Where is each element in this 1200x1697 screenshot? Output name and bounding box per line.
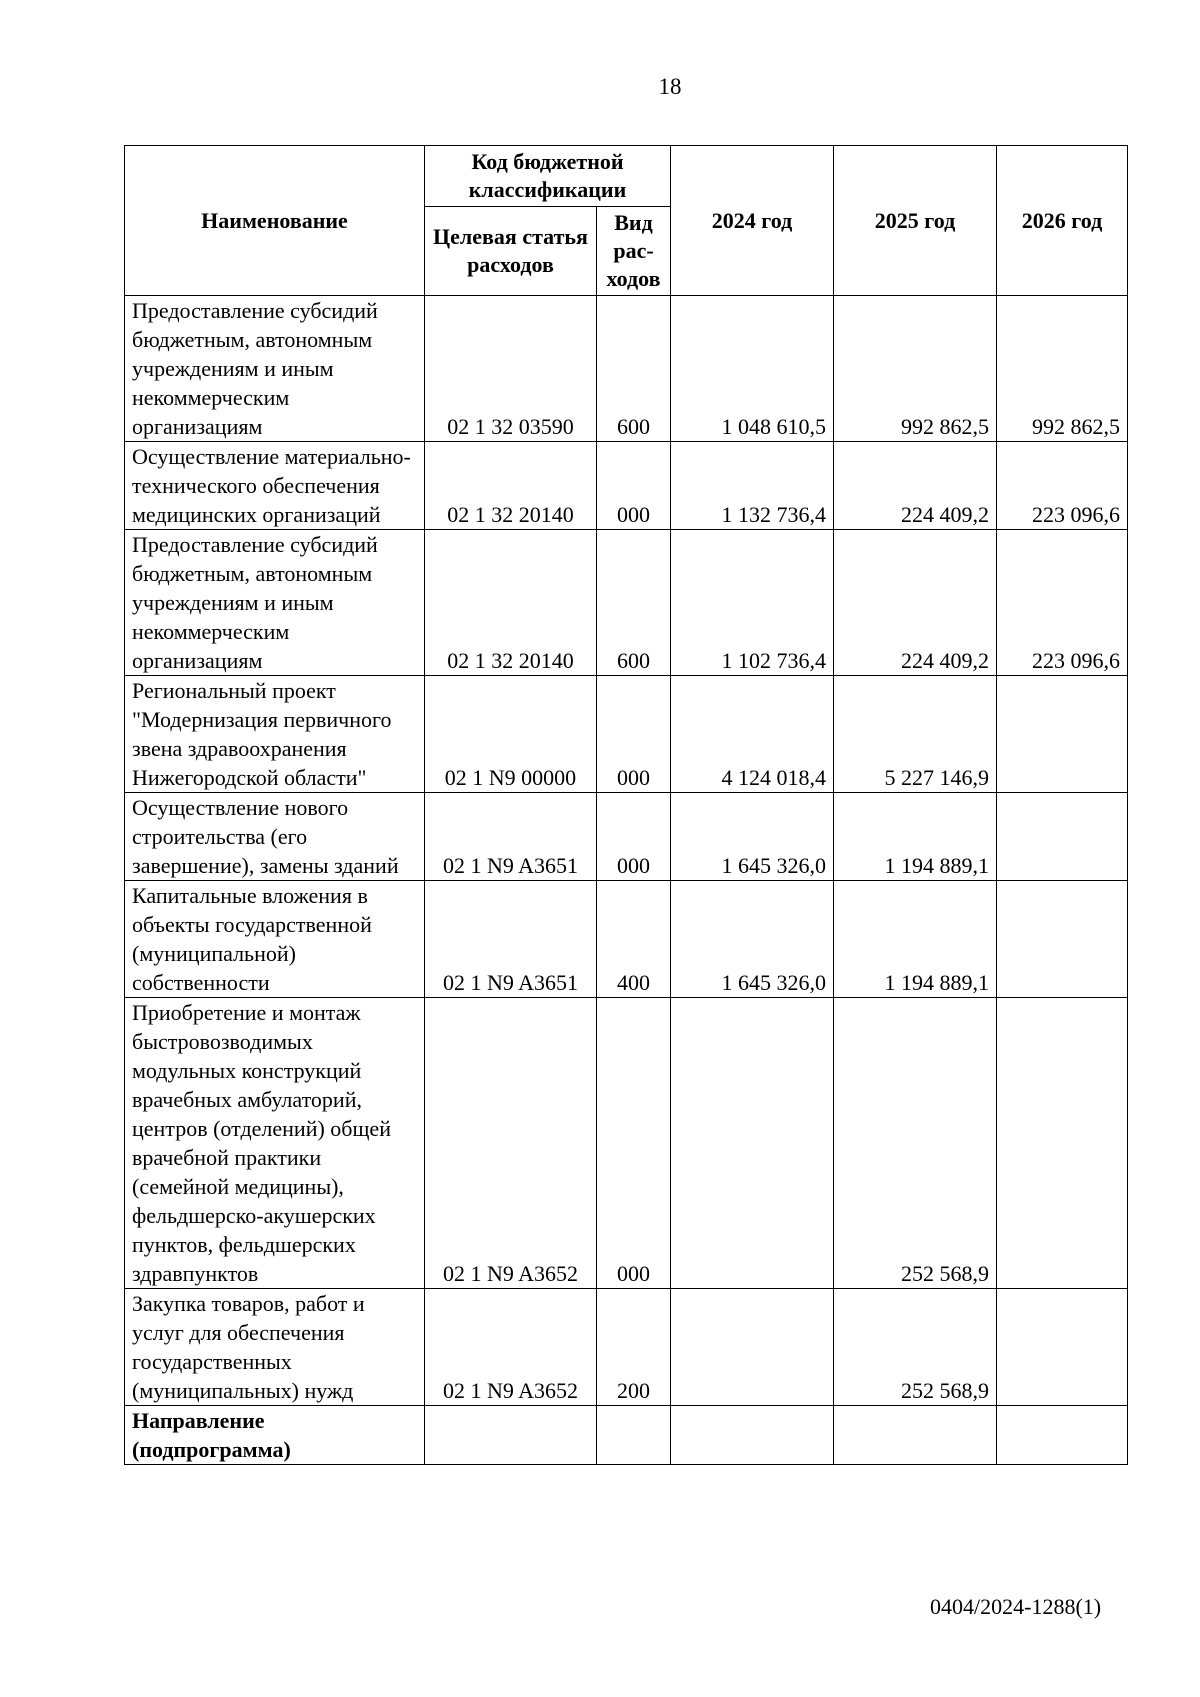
budget-table bbox=[124, 145, 1128, 1465]
row-2025: 252 568,9 bbox=[834, 1289, 997, 1406]
row-kind: 000 bbox=[597, 998, 671, 1289]
row-2026: 992 862,5 bbox=[997, 296, 1128, 442]
header-year-2025: 2025 год bbox=[834, 146, 997, 296]
row-2024: 1 645 326,0 bbox=[671, 793, 834, 881]
row-target: 02 1 N9 00000 bbox=[425, 676, 597, 793]
table-row bbox=[125, 1406, 1128, 1465]
row-2026 bbox=[997, 998, 1128, 1289]
row-2025: 992 862,5 bbox=[834, 296, 997, 442]
table-row bbox=[125, 1289, 1128, 1406]
row-2024: 4 124 018,4 bbox=[671, 676, 834, 793]
header-budget-code: Код бюджетной классификации bbox=[425, 146, 671, 207]
row-2026 bbox=[997, 1406, 1128, 1465]
row-2025: 1 194 889,1 bbox=[834, 881, 997, 998]
row-name: Осуществление нового строительства (его завершение), замены зданий bbox=[125, 793, 425, 881]
row-2026 bbox=[997, 676, 1128, 793]
row-name: Направление (подпрограмма) bbox=[125, 1406, 425, 1465]
row-kind: 000 bbox=[597, 442, 671, 530]
table-row bbox=[125, 530, 1128, 676]
table-row bbox=[125, 296, 1128, 442]
row-2025 bbox=[834, 1406, 997, 1465]
row-2024: 1 645 326,0 bbox=[671, 881, 834, 998]
table-row bbox=[125, 881, 1128, 998]
row-target: 02 1 N9 A3651 bbox=[425, 881, 597, 998]
row-2026: 223 096,6 bbox=[997, 442, 1128, 530]
row-2026 bbox=[997, 793, 1128, 881]
row-2025: 252 568,9 bbox=[834, 998, 997, 1289]
row-target: 02 1 32 20140 bbox=[425, 530, 597, 676]
row-2024 bbox=[671, 998, 834, 1289]
row-2024 bbox=[671, 1289, 834, 1406]
row-name: Предоставление субсидий бюджетным, автономным учреждениям и иным некоммерческим организациям bbox=[125, 296, 425, 442]
row-2026: 223 096,6 bbox=[997, 530, 1128, 676]
row-2024: 1 048 610,5 bbox=[671, 296, 834, 442]
row-name: Предоставление субсидий бюджетным, автономным учреждениям и иным некоммерческим организациям bbox=[125, 530, 425, 676]
row-target: 02 1 32 20140 bbox=[425, 442, 597, 530]
header-expense-kind: Вид рас-ходов bbox=[597, 207, 671, 296]
page-number: 18 bbox=[658, 74, 682, 99]
row-kind: 000 bbox=[597, 793, 671, 881]
document-id: 0404/2024-1288(1) bbox=[930, 1594, 1102, 1619]
row-target: 02 1 N9 A3651 bbox=[425, 793, 597, 881]
header-name: Наименование bbox=[125, 146, 425, 296]
table-row bbox=[125, 793, 1128, 881]
table-row bbox=[125, 442, 1128, 530]
row-kind: 000 bbox=[597, 676, 671, 793]
row-2025: 5 227 146,9 bbox=[834, 676, 997, 793]
row-2026 bbox=[997, 1289, 1128, 1406]
row-2025: 1 194 889,1 bbox=[834, 793, 997, 881]
row-kind: 600 bbox=[597, 296, 671, 442]
row-name: Региональный проект "Модернизация первичного звена здравоохранения Нижегородской области" bbox=[125, 676, 425, 793]
header-target-item: Целевая статья расходов bbox=[425, 207, 597, 296]
row-2025: 224 409,2 bbox=[834, 530, 997, 676]
header-year-2026: 2026 год bbox=[997, 146, 1128, 296]
row-2024: 1 132 736,4 bbox=[671, 442, 834, 530]
row-kind bbox=[597, 1406, 671, 1465]
row-kind: 400 bbox=[597, 881, 671, 998]
row-target: 02 1 N9 A3652 bbox=[425, 1289, 597, 1406]
row-2025: 224 409,2 bbox=[834, 442, 997, 530]
row-2024: 1 102 736,4 bbox=[671, 530, 834, 676]
row-kind: 200 bbox=[597, 1289, 671, 1406]
row-target: 02 1 N9 A3652 bbox=[425, 998, 597, 1289]
row-name: Приобретение и монтаж быстровозводимых модульных конструкций врачебных амбулаторий, центров (отделений) общей врачебной практики (семейной медицины), фельдшерско-акушерских пунктов, фельдшерских здравпунктов bbox=[125, 998, 425, 1289]
row-2026 bbox=[997, 881, 1128, 998]
row-2024 bbox=[671, 1406, 834, 1465]
table-row bbox=[125, 998, 1128, 1289]
table-row bbox=[125, 676, 1128, 793]
row-name: Закупка товаров, работ и услуг для обеспечения государственных (муниципальных) нужд bbox=[125, 1289, 425, 1406]
row-name: Капитальные вложения в объекты государственной (муниципальной) собственности bbox=[125, 881, 425, 998]
row-target bbox=[425, 1406, 597, 1465]
row-target: 02 1 32 03590 bbox=[425, 296, 597, 442]
header-year-2024: 2024 год bbox=[671, 146, 834, 296]
row-kind: 600 bbox=[597, 530, 671, 676]
row-name: Осуществление материально-технического обеспечения медицинских организаций bbox=[125, 442, 425, 530]
